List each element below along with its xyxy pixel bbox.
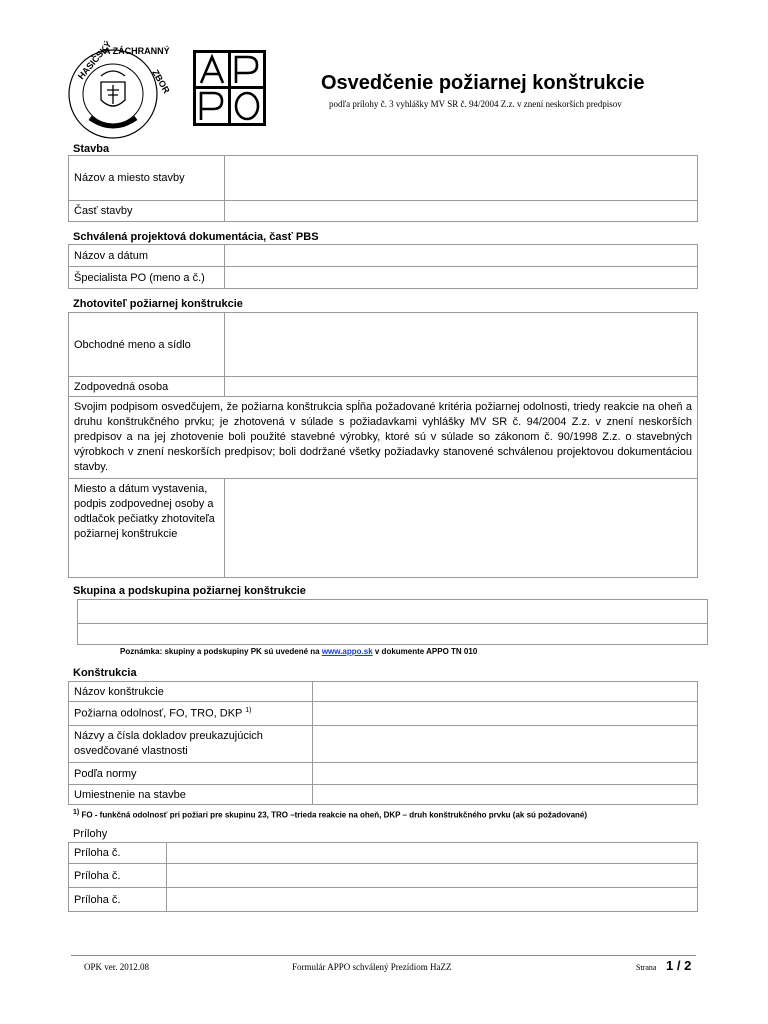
label-poziarna-odolnost [69, 702, 313, 726]
note-text-after: v dokumente APPO TN 010 [372, 647, 478, 656]
footnote-marker: 1) [245, 707, 252, 715]
appo-logo [193, 50, 266, 126]
svg-text:HASIČSKÝ: HASIČSKÝ [75, 39, 114, 82]
appo-logo-icon [193, 50, 266, 126]
input-nazov-miesto-stavby[interactable] [225, 156, 698, 201]
input-priloha-2[interactable] [167, 864, 698, 888]
label-specialista-po: Špecialista PO (meno a č.) [69, 267, 225, 289]
fire-rescue-emblem-icon [60, 39, 172, 142]
input-cast-stavby[interactable] [225, 201, 698, 222]
projekt-table [68, 244, 698, 289]
label-podla-normy: Podľa normy [69, 763, 313, 785]
footer-strana-label: Strana [636, 963, 657, 972]
footer-version: OPK ver. 2012.08 [84, 962, 149, 972]
konstrukcia-footnote [73, 809, 587, 820]
prilohy-table [68, 842, 698, 912]
document-title: Osvedčenie požiarnej konštrukcie [321, 72, 645, 94]
input-priloha-1[interactable] [167, 843, 698, 864]
label-obchodne-meno: Obchodné meno a sídlo [69, 313, 225, 377]
footer-divider [71, 955, 696, 956]
input-nazov-konstrukcie[interactable] [313, 682, 698, 702]
label-nazov-datum: Názov a dátum [69, 245, 225, 267]
input-obchodne-meno[interactable] [225, 313, 698, 377]
declaration-statement: Svojim podpisom osvedčujem, že požiarna konštrukcia spĺňa požadované kritéria požiarnej odolnosti, triedy reakcie na oheň a druhu konštrukčného prvku; je zhotovená v súlade s požiadavkami vyhlášky MV SR č. 94/2004 Z.z. v znení neskorších predpisov a na jej zhotovenie boli použité stavebné výrobky, ktoré sú v súlade so zákonom č. 90/1998 Z.z. o stavebných výrobkoch v znení neskorších predpisov; boli dodržané všetky požiadavky stanovené schválenou projektovou dokumentáciou stavby. [69, 397, 698, 479]
footer-page-number: 1 / 2 [666, 958, 692, 973]
input-nazov-datum[interactable] [225, 245, 698, 267]
label-nazov-konstrukcie: Názov konštrukcie [69, 682, 313, 702]
label-cast-stavby: Časť stavby [69, 201, 225, 222]
skupina-note [120, 647, 477, 656]
footer-approval: Formulár APPO schválený Prezídiom HaZZ [292, 962, 452, 972]
zhotovitel-table [68, 312, 698, 578]
section-heading-prilohy: Prílohy [73, 828, 108, 840]
label-poziarna-odolnost-text: Požiarna odolnosť, FO, TRO, DKP [74, 707, 243, 720]
label-nazvy-dokladov: Názvy a čísla dokladov preukazujúcich osvedčované vlastnosti [69, 726, 313, 763]
input-signature-block[interactable] [225, 479, 698, 578]
label-priloha-2: Príloha č. [69, 864, 167, 888]
input-nazvy-dokladov[interactable] [313, 726, 698, 763]
section-heading-konstrukcia: Konštrukcia [73, 667, 137, 679]
skupina-table [77, 599, 708, 645]
input-podla-normy[interactable] [313, 763, 698, 785]
konstrukcia-table [68, 681, 698, 805]
footnote-sup: 1) [73, 809, 80, 816]
svg-text:ZBOR: ZBOR [150, 68, 172, 96]
stavba-table [68, 155, 698, 222]
input-umiestnenie[interactable] [313, 785, 698, 805]
section-heading-skupina: Skupina a podskupina požiarnej konštrukcie [73, 585, 306, 597]
label-umiestnenie: Umiestnenie na stavbe [69, 785, 313, 805]
label-priloha-1: Príloha č. [69, 843, 167, 864]
input-zodpovedna-osoba[interactable] [225, 377, 698, 397]
label-signature-block: Miesto a dátum vystavenia, podpis zodpovednej osoby a odtlačok pečiatky zhotoviteľa požiarnej konštrukcie [69, 479, 225, 578]
label-zodpovedna-osoba: Zodpovedná osoba [69, 377, 225, 397]
svg-text:A ZÁCHRANNÝ: A ZÁCHRANNÝ [104, 46, 170, 56]
appo-link[interactable]: www.appo.sk [321, 647, 373, 656]
input-skupina-row-1[interactable] [78, 600, 708, 624]
input-skupina-row-2[interactable] [78, 624, 708, 645]
input-poziarna-odolnost[interactable] [313, 702, 698, 726]
footnote-text: FO - funkčná odolnosť pri požiari pre skupinu 23, TRO –trieda reakcie na oheň, DKP – druh konštrukčného prvku (ak sú požadované) [79, 810, 588, 820]
section-heading-zhotovitel: Zhotoviteľ požiarnej konštrukcie [73, 298, 243, 310]
label-nazov-miesto-stavby: Názov a miesto stavby [69, 156, 225, 201]
document-subtitle: podľa prílohy č. 3 vyhlášky MV SR č. 94/2004 Z.z. v znení neskorších predpisov [329, 99, 622, 109]
label-priloha-3: Príloha č. [69, 888, 167, 912]
section-heading-stavba: Stavba [73, 143, 110, 155]
section-heading-projekt: Schválená projektová dokumentácia, časť PBS [73, 231, 319, 243]
input-specialista-po[interactable] [225, 267, 698, 289]
input-priloha-3[interactable] [167, 888, 698, 912]
note-text-before: Poznámka: skupiny a podskupiny PK sú uvedené na [120, 647, 322, 656]
